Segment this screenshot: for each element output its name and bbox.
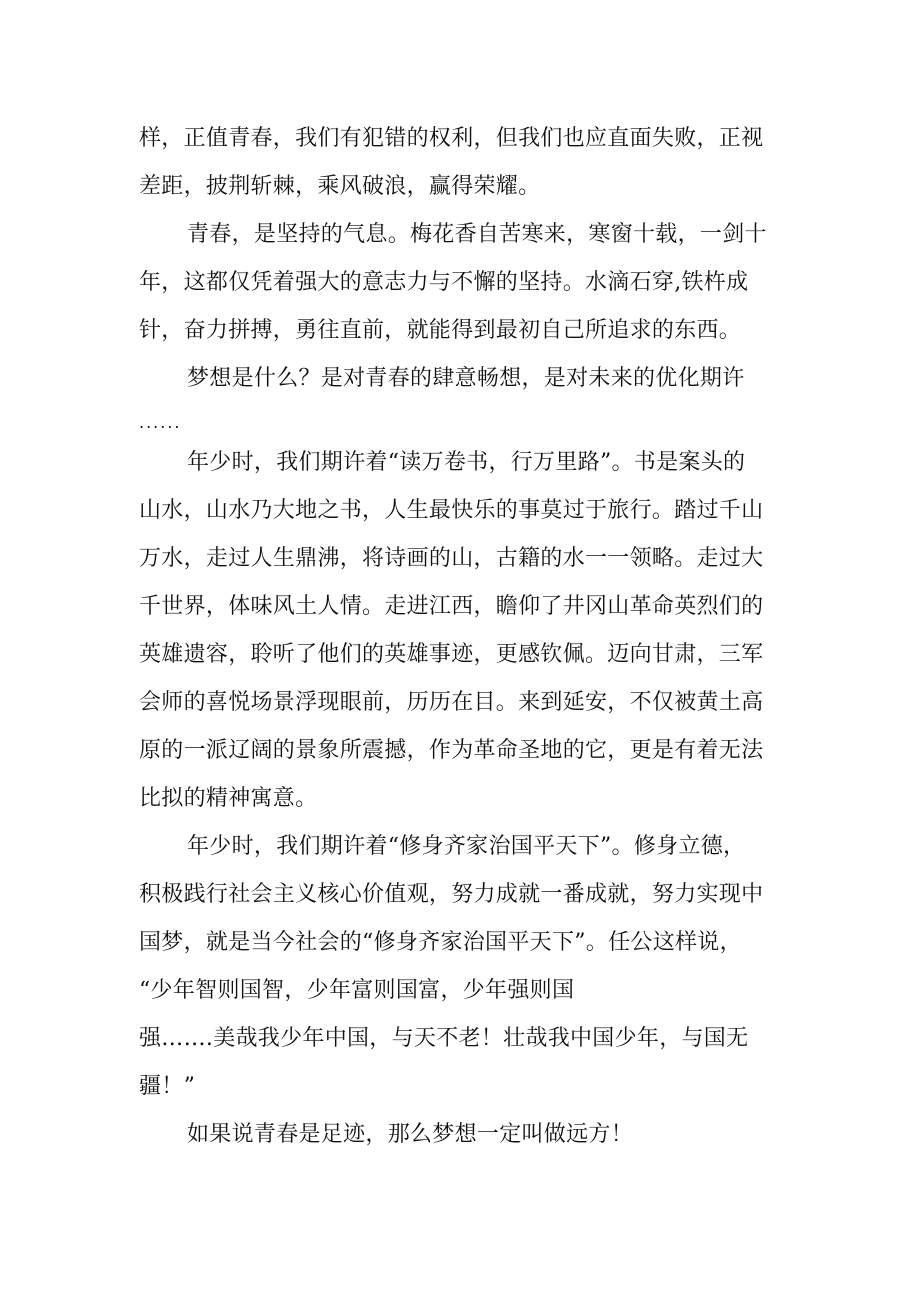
- text-line: 山水，山水乃大地之书，人生最快乐的事莫过于旅行。踏过千山: [139, 498, 764, 523]
- text-line: 万水，走过人生鼎沸，将诗画的山，古籍的水一一领略。走过大: [139, 546, 764, 571]
- text-line: 积极践行社会主义核心价值观，努力成就一番成就，努力实现中: [139, 882, 764, 907]
- text-line: 英雄遗容，聆听了他们的英雄事迹，更感钦佩。迈向甘肃，三军: [139, 642, 764, 667]
- paragraph-start-line: 青春，是坚持的气息。梅花香自苦寒来，寒窗十载，一剑十: [187, 222, 767, 247]
- paragraph-start-line: 年少时，我们期许着“读万卷书，行万里路”。书是案头的: [187, 450, 746, 475]
- ellipsis-line: ......: [139, 413, 182, 432]
- text-line: 疆！”: [139, 1074, 196, 1099]
- paragraph-start-line: 梦想是什么？是对青春的肆意畅想，是对未来的优化期许: [187, 366, 745, 391]
- text-line: 年，这都仅凭着强大的意志力与不懈的坚持。水滴石穿,铁杵成: [139, 270, 749, 295]
- text-line: “少年智则国智，少年富则国富，少年强则国: [139, 978, 575, 1003]
- text-line: 差距，披荆斩棘，乘风破浪，赢得荣耀。: [139, 174, 541, 199]
- text-line: 会师的喜悦场景浮现眼前，历历在目。来到延安，不仅被黄土高: [139, 690, 764, 715]
- paragraph-start-line: 如果说青春是足迹，那么梦想一定叫做远方！: [187, 1122, 634, 1147]
- body-text: [139, 115, 799, 1159]
- text-line: 针，奋力拼搏，勇往直前，就能得到最初自己所追求的东西。: [139, 318, 742, 343]
- paragraph-start-line: 年少时，我们期许着“修身齐家治国平天下”。修身立德，: [187, 834, 746, 859]
- text-line: 国梦，就是当今社会的“修身齐家治国平天下”。任公这样说，: [139, 930, 742, 955]
- text-line: 样，正值青春，我们有犯错的权利，但我们也应直面失败，正视: [139, 126, 764, 151]
- text-line: 千世界，体味风土人情。走进江西，瞻仰了井冈山革命英烈们的: [139, 594, 764, 619]
- text-line: 原的一派辽阔的景象所震撼，作为革命圣地的它，更是有着无法: [139, 738, 764, 763]
- text-line: 强…….美哉我少年中国，与天不老！壮哉我中国少年，与国无: [139, 1026, 749, 1051]
- text-line: 比拟的精神寓意。: [139, 786, 318, 811]
